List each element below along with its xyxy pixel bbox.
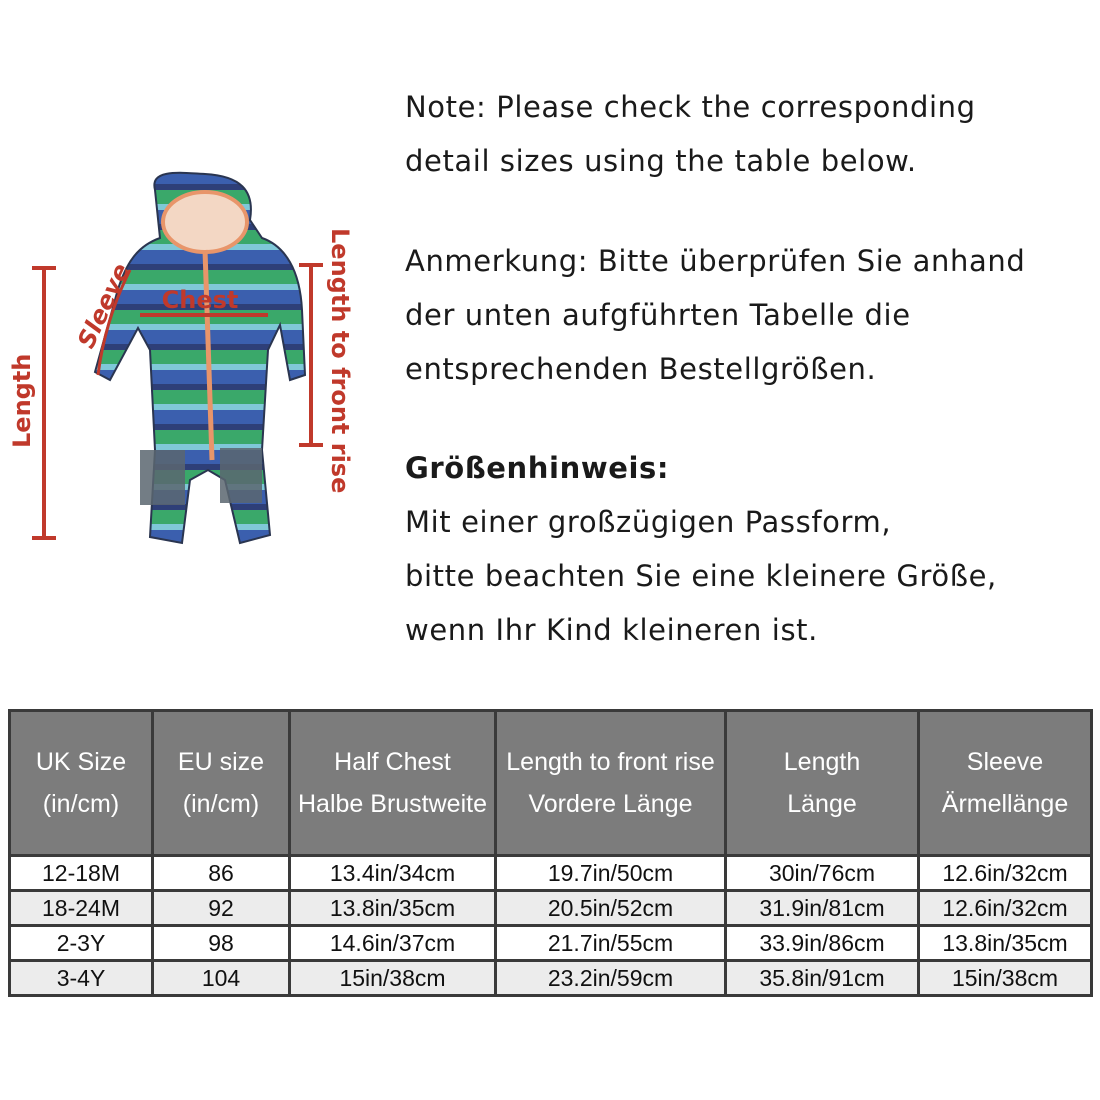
- note-de-line-2: der unten aufgführten Tabelle die: [405, 298, 911, 332]
- cell-front-rise: 20.5in/52cm: [496, 891, 726, 926]
- cell-sleeve: 12.6in/32cm: [919, 856, 1092, 891]
- cell-front-rise: 19.7in/50cm: [496, 856, 726, 891]
- table-row: [10, 891, 1092, 926]
- size-notes: [405, 80, 1095, 657]
- table-row: [10, 961, 1092, 996]
- hood-opening: [163, 192, 247, 252]
- header-uk-size: UK Size (in/cm): [10, 711, 153, 856]
- cell-uk-size: 12-18M: [10, 856, 153, 891]
- header-front-rise: Length to front rise Vordere Länge: [496, 711, 726, 856]
- cell-front-rise: 23.2in/59cm: [496, 961, 726, 996]
- cell-half-chest: 15in/38cm: [290, 961, 496, 996]
- header-eu-size: EU size (in/cm): [153, 711, 290, 856]
- note-de-line-3: entsprechenden Bestellgrößen.: [405, 352, 877, 386]
- length-label: Length: [8, 353, 36, 448]
- cell-length: 33.9in/86cm: [726, 926, 919, 961]
- cell-uk-size: 3-4Y: [10, 961, 153, 996]
- chest-label: Chest: [161, 286, 239, 314]
- cell-sleeve: 13.8in/35cm: [919, 926, 1092, 961]
- size-chart-table: [8, 709, 1093, 997]
- cell-half-chest: 13.8in/35cm: [290, 891, 496, 926]
- header-half-chest: Half Chest Halbe Brustweite: [290, 711, 496, 856]
- cell-length: 31.9in/81cm: [726, 891, 919, 926]
- header-sleeve: Sleeve Ärmellänge: [919, 711, 1092, 856]
- front-rise-label: Length to front rise: [326, 228, 354, 494]
- cell-length: 30in/76cm: [726, 856, 919, 891]
- size-hint-line-2: bitte beachten Sie eine kleinere Größe,: [405, 559, 997, 593]
- knee-patch-right: [220, 448, 262, 503]
- snowsuit-diagram: [0, 150, 380, 570]
- sleeve-label: Sleeve: [72, 259, 136, 353]
- cell-eu-size: 104: [153, 961, 290, 996]
- table-header-row: [10, 711, 1092, 856]
- cell-eu-size: 86: [153, 856, 290, 891]
- cell-uk-size: 2-3Y: [10, 926, 153, 961]
- cell-half-chest: 13.4in/34cm: [290, 856, 496, 891]
- size-hint-line-1: Mit einer großzügigen Passform,: [405, 505, 892, 539]
- cell-eu-size: 98: [153, 926, 290, 961]
- note-en-line-1: Note: Please check the corresponding: [405, 90, 976, 124]
- cell-uk-size: 18-24M: [10, 891, 153, 926]
- table-row: [10, 926, 1092, 961]
- size-hint-line-3: wenn Ihr Kind kleineren ist.: [405, 613, 818, 647]
- cell-sleeve: 15in/38cm: [919, 961, 1092, 996]
- header-length: Length Länge: [726, 711, 919, 856]
- cell-half-chest: 14.6in/37cm: [290, 926, 496, 961]
- cell-eu-size: 92: [153, 891, 290, 926]
- knee-patch-left: [140, 450, 185, 505]
- cell-sleeve: 12.6in/32cm: [919, 891, 1092, 926]
- size-hint-title: Größenhinweis:: [405, 451, 670, 485]
- table-row: [10, 856, 1092, 891]
- snowsuit-shape: [95, 173, 305, 543]
- note-en-line-2: detail sizes using the table below.: [405, 144, 917, 178]
- note-de-line-1: Anmerkung: Bitte überprüfen Sie anhand: [405, 244, 1026, 278]
- snowsuit-illustration: [0, 150, 380, 570]
- cell-length: 35.8in/91cm: [726, 961, 919, 996]
- cell-front-rise: 21.7in/55cm: [496, 926, 726, 961]
